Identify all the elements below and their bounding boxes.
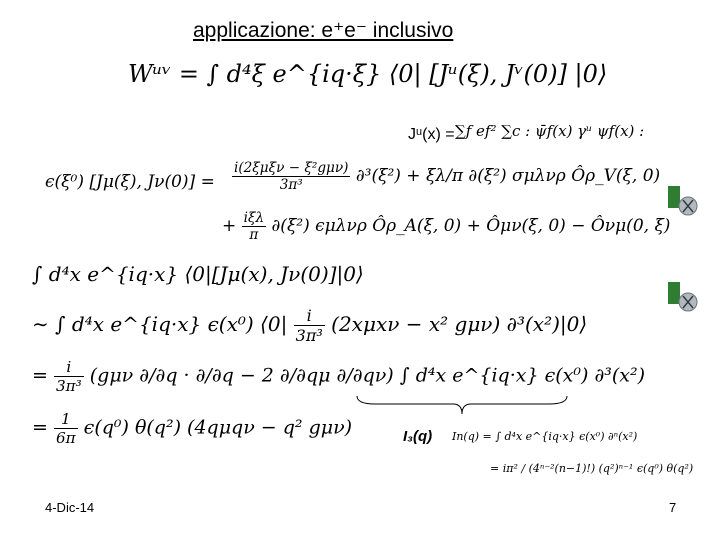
speaker-icon[interactable]	[666, 184, 700, 216]
In-result: = iπ² / (4ⁿ⁻²(n−1)!) (q²)ⁿ⁻¹ ϵ(q⁰) θ(q²)	[490, 462, 694, 475]
fraction-numerator: i	[54, 358, 84, 377]
fraction-numerator: i	[294, 306, 325, 326]
underbrace	[355, 394, 570, 416]
commutator-fraction-1	[232, 160, 350, 193]
plus-sign: +	[222, 216, 237, 236]
fraction-denominator: π	[249, 227, 259, 243]
speaker-icon[interactable]	[666, 280, 700, 312]
line-4-fraction	[54, 410, 78, 447]
fraction-denominator: 6π	[55, 429, 76, 447]
integral-line-1: ∫ d⁴x e^{iq·x} ⟨0|[Jμ(x), Jν(0)]|0⟩	[32, 262, 364, 286]
current-label: Jᵘ(x) =	[408, 126, 455, 143]
page-number: 7	[669, 500, 677, 515]
integral-line-3	[32, 358, 645, 395]
fraction-numerator: 1	[54, 410, 78, 429]
brace-label: I₃(q)	[403, 428, 433, 445]
commutator-rhs-1: ∂³(ξ²) + ξλ/π ∂(ξ²) σμλνρ Ôρ_V(ξ, 0)	[355, 166, 661, 186]
commutator-fraction-2	[242, 210, 266, 243]
fraction-numerator: i(2ξμξν − ξ²gμν)	[234, 160, 349, 176]
fraction-denominator: 3π³	[279, 177, 303, 193]
current-expression: ∑f ef² ∑c : ψ̄f(x) γᵘ ψf(x) :	[455, 122, 645, 140]
slide-title: applicazione: e⁺e⁻ inclusivo	[193, 19, 454, 42]
line-4-body: ϵ(q⁰) θ(q²) (4qμqν − q² gμν)	[83, 416, 353, 439]
line-2-prefix: ∼ ∫ d⁴x e^{iq·x} ϵ(x⁰) ⟨0|	[32, 312, 288, 336]
line-4-prefix: =	[32, 416, 48, 439]
commutator-line-2	[222, 210, 670, 243]
fraction-denominator: 3π³	[55, 377, 82, 395]
w-tensor-equation: Wᵘᵛ = ∫ d⁴ξ e^{iq·ξ} ⟨0| [Jᵘ(ξ), Jᵛ(0)] |0⟩	[128, 60, 608, 88]
slide-date: 4-Dic-14	[45, 500, 95, 515]
In-definition: In(q) = ∫ d⁴x e^{iq·x} ϵ(x⁰) ∂ⁿ(x²)	[452, 430, 638, 443]
commutator-rhs-2: ∂(ξ²) ϵμλνρ Ôρ_A(ξ, 0) + Ôμν(ξ, 0) − Ôνμ(0, ξ)	[271, 216, 671, 236]
line-2-suffix: (2xμxν − x² gμν) ∂³(x²)|0⟩	[331, 312, 588, 336]
line-3-fraction	[54, 358, 84, 395]
line-3-body: (gμν ∂/∂q · ∂/∂q − 2 ∂/∂qμ ∂/∂qν) ∫ d⁴x e^{iq·x} ϵ(x⁰) ∂³(x²)	[89, 364, 646, 387]
integral-line-2	[32, 306, 587, 345]
commutator-line-1	[232, 160, 660, 193]
fraction-numerator: iξλ	[243, 210, 265, 226]
commutator-lhs: ϵ(ξ⁰) [Jμ(ξ), Jν(0)] =	[45, 172, 215, 192]
fraction-denominator: 3π³	[295, 326, 323, 345]
integral-line-4	[32, 410, 352, 447]
line-2-fraction	[294, 306, 325, 345]
line-3-prefix: =	[32, 364, 48, 387]
